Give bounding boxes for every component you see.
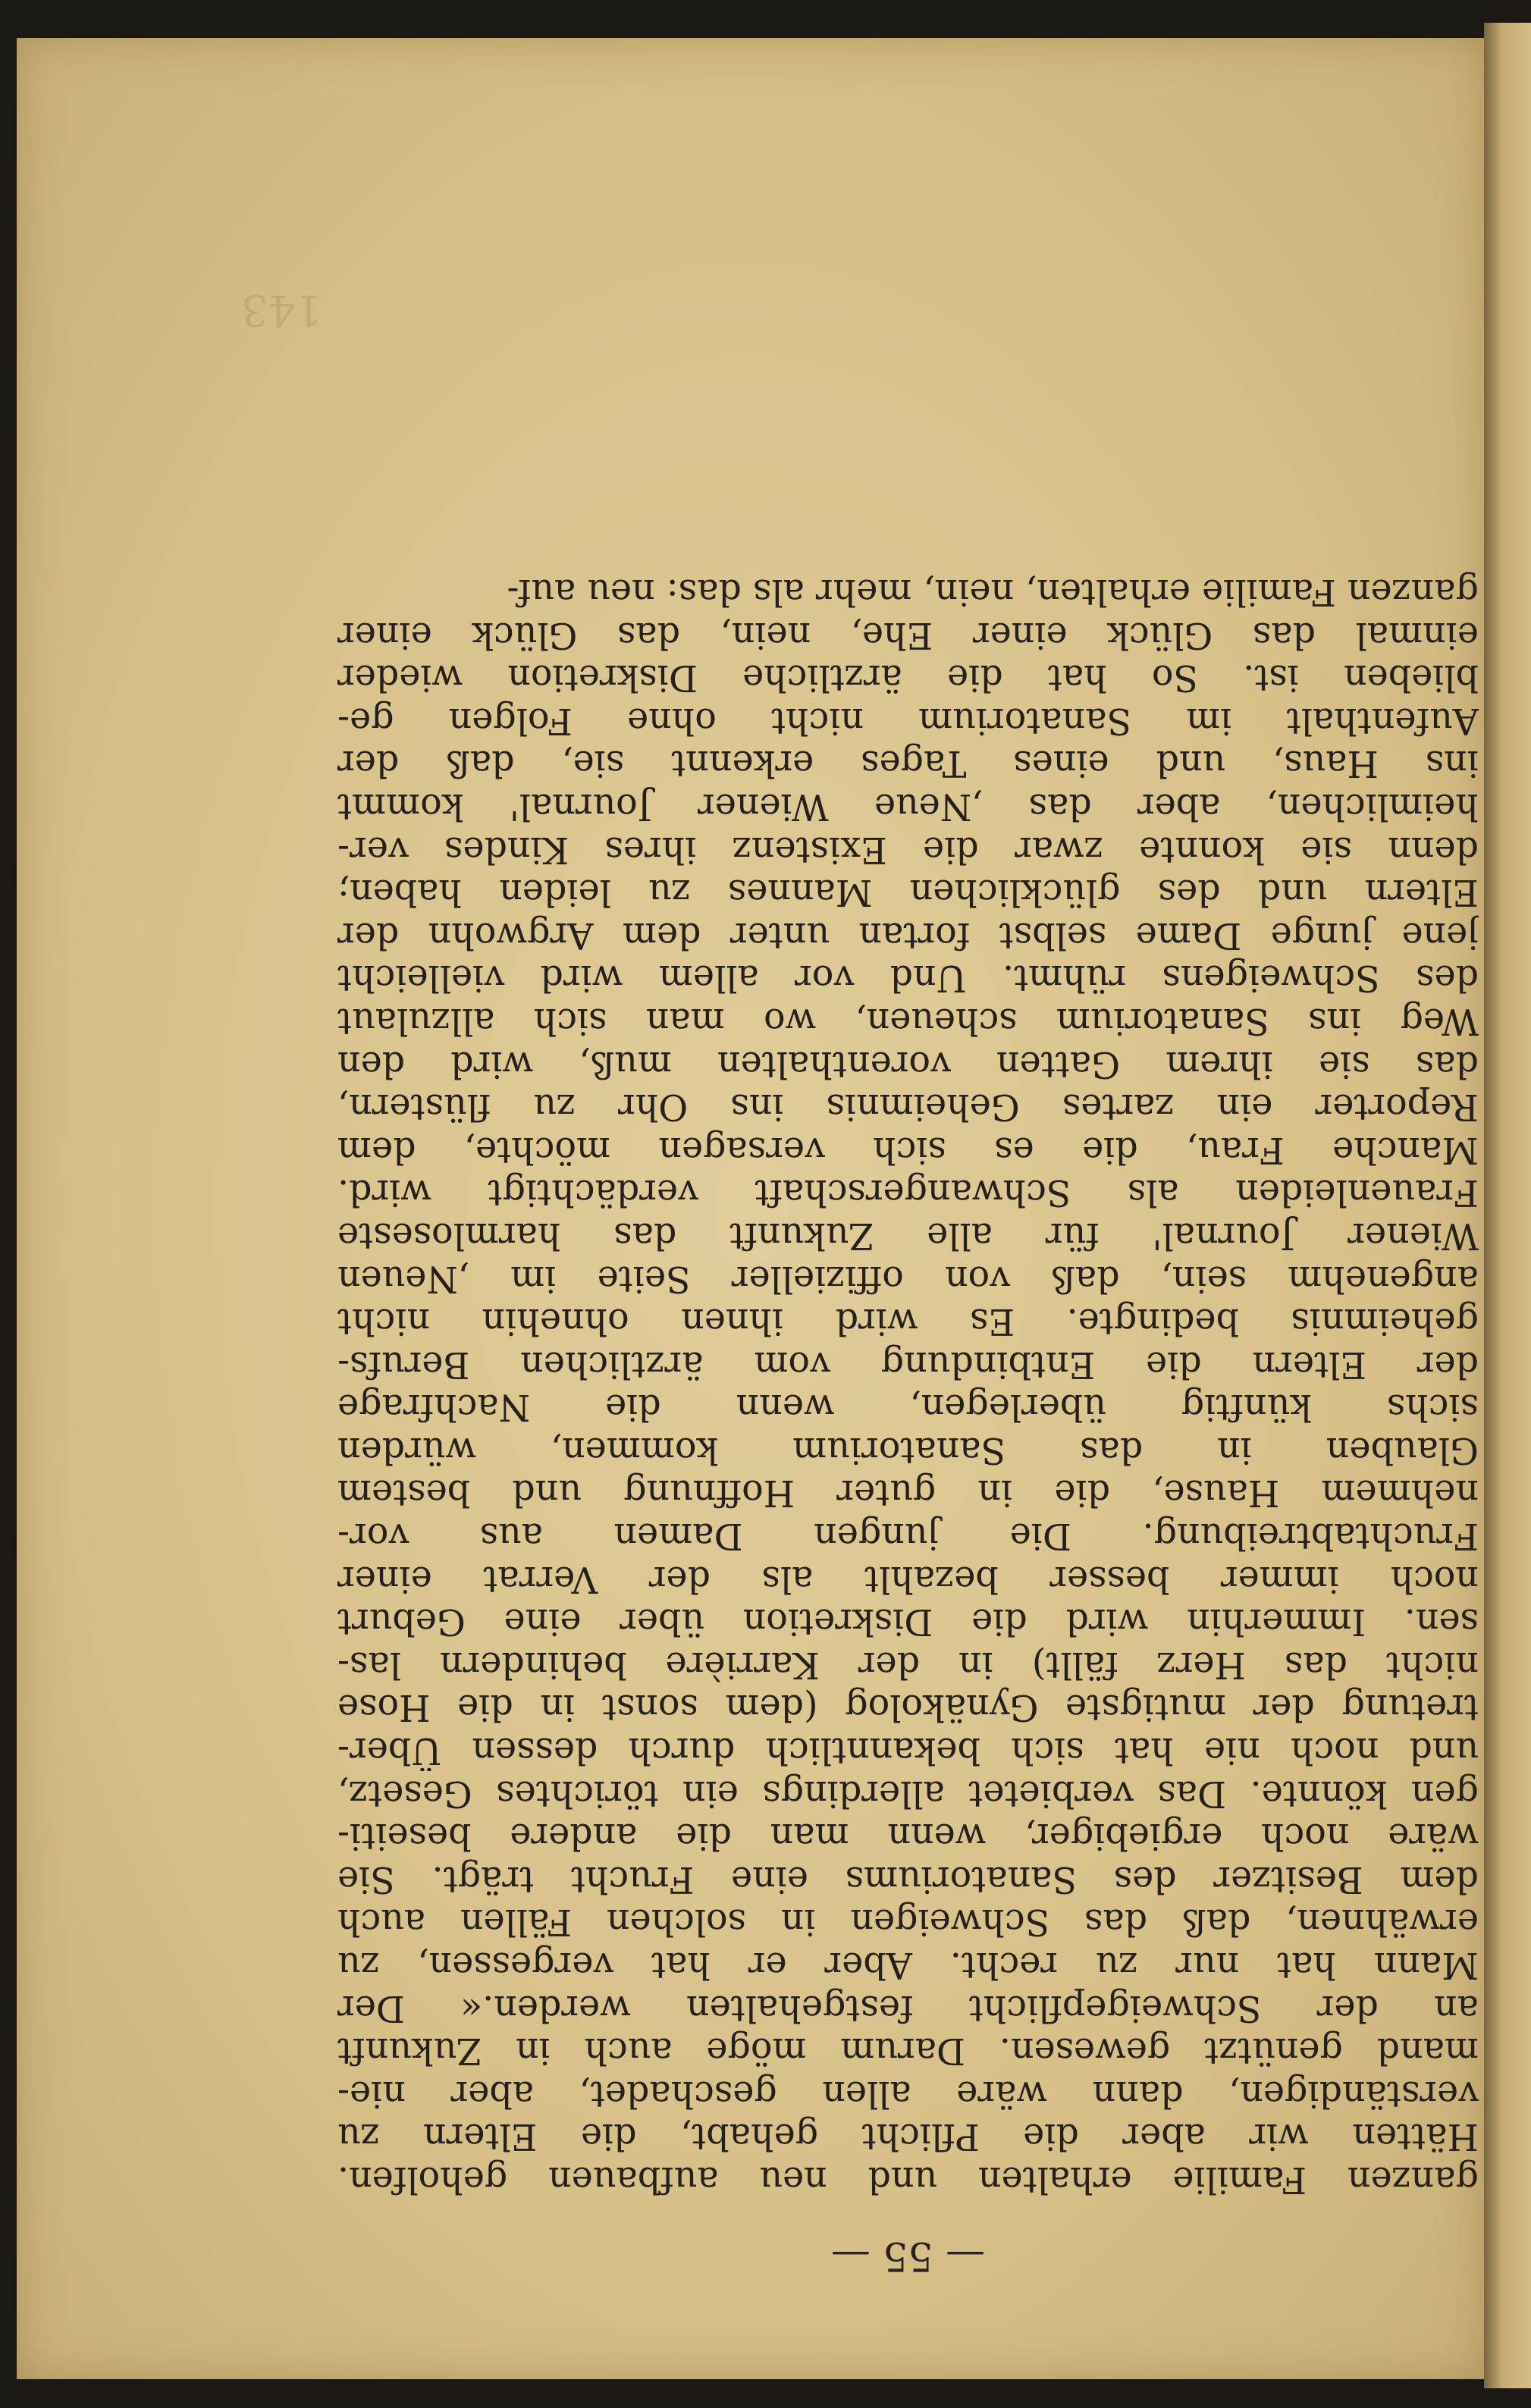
text-line: einmal das Glück einer Ehe, nein, das Glück einer xyxy=(337,613,1479,656)
text-line: heimlichen, aber das ‚Neue Wiener Journal' kommt xyxy=(337,785,1479,827)
page-number: — 55 — xyxy=(830,2233,986,2278)
text-line: Fruchtabtreibung. Die jungen Damen aus vor- xyxy=(337,1515,1479,1557)
text-line: das sie ihrem Gatten vorenthalten muß, wird den xyxy=(337,1043,1479,1085)
text-line: Mann hat nur zu recht. Aber er hat vergessen, zu xyxy=(337,1944,1479,1986)
text-line: und noch nie hat sich bekanntlich durch dessen Über- xyxy=(337,1729,1479,1772)
text-line: nicht das Herz fällt) in der Karrière behindern las- xyxy=(337,1643,1479,1685)
adjacent-page-edge xyxy=(1484,23,1531,2388)
text-line: Hätten wir aber die Pflicht gehabt, die Eltern zu xyxy=(337,2115,1479,2158)
text-line: erwähnen, daß das Schweigen in solchen Fällen auch xyxy=(337,1901,1479,1943)
text-line: nehmem Hause, die in guter Hoffnung und bestem xyxy=(337,1472,1479,1514)
text-line: sichs künftig überlegen, wenn die Nachfrage xyxy=(337,1386,1479,1428)
text-line: ins Haus, und eines Tages erkennt sie, daß der xyxy=(337,742,1479,785)
text-line: an der Schweigepflicht festgehalten werden.« Der xyxy=(337,1986,1479,2029)
text-line: Weg ins Sanatorium scheuen, wo man sich allzulaut xyxy=(337,999,1479,1042)
text-line: jene junge Dame selbst fortan unter dem Argwohn der xyxy=(337,914,1479,956)
text-line: dem Besitzer des Sanatoriums eine Frucht trägt. Sie xyxy=(337,1858,1479,1900)
text-line: Manche Frau, die es sich versagen möchte, dem xyxy=(337,1128,1479,1171)
text-line: Aufenthalt im Sanatorium nicht ohne Folgen ge- xyxy=(337,699,1479,742)
text-line: blieben ist. So hat die ärztliche Diskretion wieder xyxy=(337,657,1479,699)
text-line: Eltern und des glücklichen Mannes zu leiden haben; xyxy=(337,871,1479,914)
printed-text-block xyxy=(337,360,1479,2290)
text-line: noch immer besser bezahlt als der Verrat einer xyxy=(337,1557,1479,1600)
text-line: des Schweigens rühmt. Und vor allem wird vielleicht xyxy=(337,957,1479,999)
text-line: ganzen Familie erhalten, nein, mehr als das: neu auf- xyxy=(507,571,1479,613)
body-text xyxy=(337,569,1479,2200)
text-line: ganzen Familie erhalten und neu aufbauen geholfen. xyxy=(337,2159,1479,2200)
text-line: denn sie konnte zwar die Existenz ihres Kindes ver- xyxy=(337,828,1479,870)
text-line: wäre noch ergiebiger, wenn man die andere beseiti- xyxy=(337,1815,1479,1858)
text-line: Wiener Journal' für alle Zukunft das harmloseste xyxy=(337,1214,1479,1256)
text-line: mand genützt gewesen. Darum möge auch in Zukunft xyxy=(337,2030,1479,2072)
text-line: geheimnis bedingte. Es wird ihnen ohnehin nicht xyxy=(337,1300,1479,1343)
text-line: tretung der mutigste Gynäkolog (dem sonst in die Hose xyxy=(337,1686,1479,1729)
text-line: Frauenleiden als Schwangerschaft verdächtigt wird. xyxy=(337,1171,1479,1214)
text-line: Reporter ein zartes Geheimnis ins Ohr zu flüstern, xyxy=(337,1086,1479,1128)
bleed-through-page-number: 143 xyxy=(241,285,322,334)
text-line: verständigen, dann wäre allen geschadet, aber nie- xyxy=(337,2072,1479,2115)
text-line: sen. Immerhin wird die Diskretion über eine Geburt xyxy=(337,1601,1479,1643)
text-line: Glauben in das Sanatorium kommen, würden xyxy=(337,1428,1479,1471)
text-line: der Eltern die Entbindung vom ärztlichen Berufs- xyxy=(337,1343,1479,1385)
text-line: angenehm sein, daß von offizieller Seite im ‚Neuen xyxy=(337,1257,1479,1300)
text-line: gen könnte. Das verbietet allerdings ein törichtes Gesetz, xyxy=(337,1772,1479,1814)
